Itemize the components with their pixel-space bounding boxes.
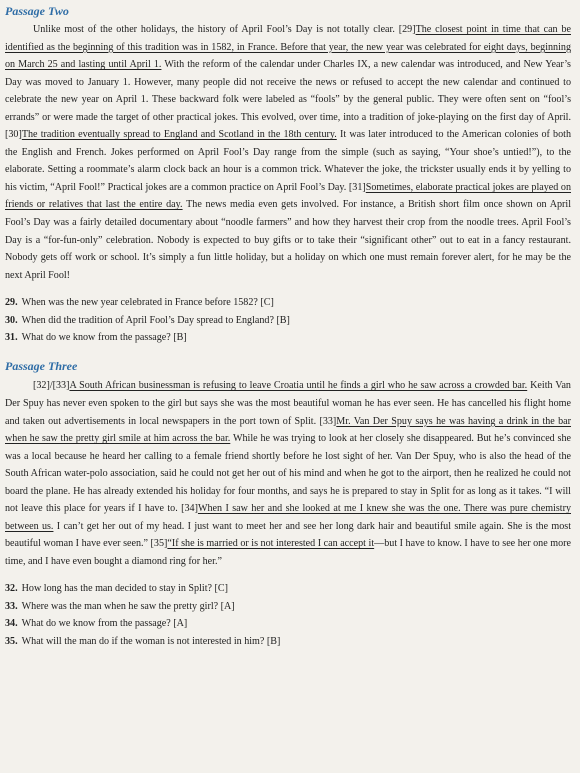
- underlined-answer-text: Sometimes, elaborate practical jokes are played on friends or relatives that last the entire day.: [5, 181, 571, 211]
- passage-three-questions: [5, 580, 571, 650]
- spacer: [5, 570, 571, 580]
- question-number: 34.: [5, 618, 18, 630]
- question-text: Where was the man when he saw the pretty girl? [A]: [21, 600, 235, 612]
- underlined-answer-text: Mr. Van Der Spuy says he was having a drink in the bar when he saw the pretty girl smile at him across the bar.: [5, 415, 572, 445]
- question-number: 30.: [5, 314, 18, 326]
- question-text: When was the new year celebrated in France before 1582? [C]: [21, 297, 274, 309]
- passage-text-segment: It was later introduced to the American colonies of both the English and French. Jokes performed on April Fool’s Day range from the simple (such as saying, “Your shoe’s untied!”), to the elaborate. Setting a roommate’s alarm clock back an hour is a common trick. Whatever the joke, the trickster usually ends it by yelling to his victim, “April Fool!” Practical jokes are a common practice on April Fool’s Day. [31]: [5, 129, 571, 193]
- passage-text-segment: Keith Van Der Spuy has never even spoken to the girl but says she was the most beautiful woman he has ever seen. He has cancelled his flight home and taken out advertisements in local newspapers in the port town of Split. [33]: [5, 380, 571, 427]
- question-item: [5, 329, 571, 346]
- passage-two-questions: [5, 294, 571, 346]
- question-text: What do we know from the passage? [B]: [21, 332, 187, 344]
- question-text: How long has the man decided to stay in Split? [C]: [21, 583, 228, 595]
- passage-two-text: [5, 21, 571, 284]
- passage-two-heading: Passage Two: [5, 4, 69, 18]
- underlined-answer-text: A South African businessman is refusing to leave Croatia until he finds a girl who he saw across a crowded bar.: [69, 380, 528, 392]
- passage-three-text: [5, 377, 571, 570]
- passage-text-segment: I can’t get her out of my head. I just want to meet her and see her long dark hair and beautiful smile again. She is the most beautiful woman I have ever seen.” [35]: [5, 520, 572, 550]
- question-number: 31.: [5, 332, 18, 344]
- passage-text-segment: The news media even gets involved. For instance, a British short film once shown on April Fool’s Day was a fairly detailed documentary about “noodle farmers” and how they harvest their crop from the noodle trees. April Fool’s Day is a “for-fun-only” celebration. Nobody is expected to buy gifts or to take their “significant other” out to eat in a fancy restaurant. Nobody gets off work or school. It’s simply a fun little holiday, but a holiday on which one must remain forever alert, for he may be the next April Fool!: [5, 199, 572, 281]
- spacer: [5, 284, 571, 294]
- underlined-answer-text: The tradition eventually spread to England and Scotland in the 18th century.: [21, 129, 337, 141]
- question-text: What do we know from the passage? [A]: [21, 618, 188, 630]
- underlined-answer-text: When I saw her and she looked at me I knew she was the one. There was pure chemistry between us.: [5, 503, 571, 532]
- question-item: [5, 615, 571, 632]
- passage-text-segment: With the reform of the calendar under Charles IX, a new calendar was introduced, and New Year’s Day was moved to January 1. However, many people did not receive the news or refused to accept the new calendar and continued to celebrate the new year on April 1. These backward folk were labeled as “fools” by the general public. They were often sent on “fool’s errands” or were made the target of other practical jokes. This evolved, over time, into a tradition of joke-playing on the first day of April. [30]: [5, 59, 571, 141]
- passage-text-segment: [32]/[33]: [33, 380, 70, 392]
- underlined-answer-text: The closest point in time that can be identified as the beginning of this tradition was in 1582, in France. Before that year, the new year was celebrated for eight days, beginning on March 25 and lasting until April 1.: [5, 24, 571, 71]
- underlined-answer-text: “If she is married or is not interested I can accept it: [167, 538, 375, 550]
- question-number: 29.: [5, 297, 18, 309]
- question-number: 35.: [5, 635, 18, 647]
- question-number: 33.: [5, 600, 18, 612]
- question-text: When did the tradition of April Fool’s Day spread to England? [B]: [21, 314, 290, 326]
- passage-text-segment: While he was trying to look at her closely she disappeared. But he’s convinced she was a local because he heard her calling to a female friend shortly before he lost sight of her. Van Der Spuy, who is also the head of the South African water-polo association, said he could not get her out of his mind and when he got to the airport, then he realized he could not board the plane. He has already extended his holiday for four months, and says he is prepared to stay in Split for as long as it takes. “I will not leave this place for years if I have to. [34]: [5, 433, 571, 515]
- question-item: [5, 580, 571, 597]
- question-number: 32.: [5, 583, 18, 595]
- passage-text-segment: —but I have to know. I have to see her one more time, and I have even bought a diamond ring for her.”: [5, 538, 571, 567]
- question-item: [5, 633, 571, 650]
- passage-text-segment: Unlike most of the other holidays, the history of April Fool’s Day is not totally clear. [29]: [33, 24, 416, 35]
- question-text: What will the man do if the woman is not interested in him? [B]: [21, 635, 281, 647]
- question-item: [5, 294, 571, 311]
- question-item: [5, 598, 571, 615]
- question-item: [5, 312, 571, 329]
- passage-three-heading: Passage Three: [5, 359, 78, 374]
